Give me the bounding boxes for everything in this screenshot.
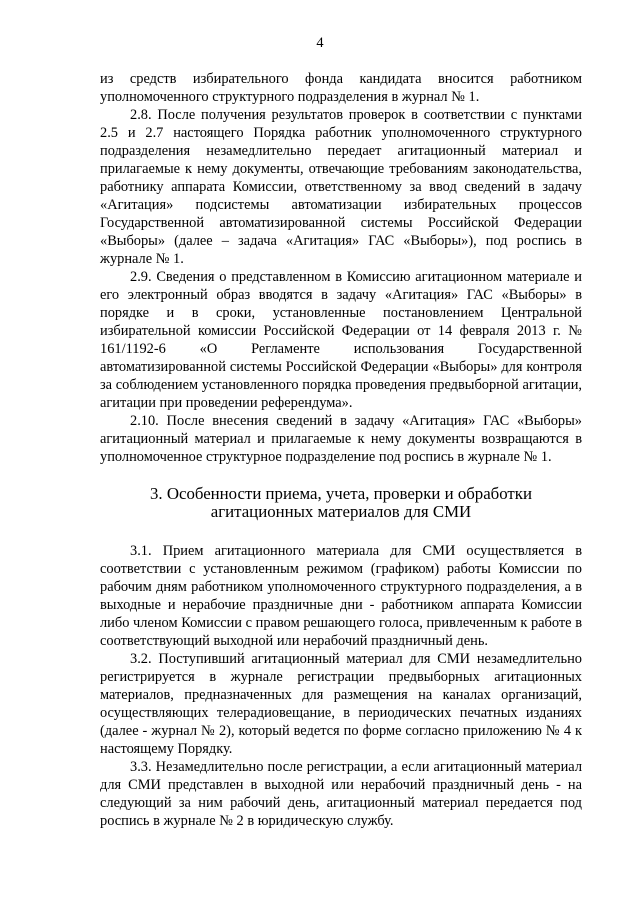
paragraph-2-10: 2.10. После внесения сведений в задачу «Агитация» ГАС «Выборы» агитационный материал и прилагаемые к нему документы возвращаются в уполномоченное структурное подразделение под роспись в журнале № 1. — [100, 413, 582, 465]
paragraph-continuation: из средств избирательного фонда кандидата вносится работником уполномоченного структурного подразделения в журнал № 1. — [100, 71, 582, 105]
paragraph-2-8: 2.8. После получения результатов проверок в соответствии с пунктами 2.5 и 2.7 настоящего Порядка работник уполномоченного структурного подразделения незамедлительно передает агитационный материал и прилагаемые к нему документы, отвечающие требованиям законодательства, работнику аппарата Комиссии, ответственному за ввод сведений в задачу «Агитация» подсистемы автоматизации избирательных процессов Государственной автоматизированной системы Российской Федерации «Выборы» (далее – задача «Агитация» ГАС «Выборы»), под роспись в журнале № 1. — [100, 107, 582, 267]
paragraph-3-1: 3.1. Прием агитационного материала для СМИ осуществляется в соответствии с установленным режимом (графиком) работы Комиссии по рабочим дням работником уполномоченного структурного подразделения, а в выходные и нерабочие праздничные дни - работником аппарата Комиссии либо членом Комиссии с правом решающего голоса, привлеченным к работе в соответствующий выходной или нерабочий праздничный день. — [100, 543, 582, 649]
paragraph-2-9: 2.9. Сведения о представленном в Комиссию агитационном материале и его электронный образ вводятся в задачу «Агитация» ГАС «Выборы» в порядке и в сроки, установленные постановлением Центральной избирательной комиссии Российской Федерации от 14 февраля 2013 г. № 161/1192-6 «О Регламенте использования Государственной автоматизированной системы Российской Федерации «Выборы» для контроля за соблюдением установленного порядка проведения предвыборной агитации, агитации при проведении референдума». — [100, 269, 582, 411]
section-heading-line-2: агитационных материалов для СМИ — [210, 502, 472, 521]
document-body — [100, 70, 582, 830]
paragraph-3-3: 3.3. Незамедлительно после регистрации, а если агитационный материал для СМИ представлен в выходной или нерабочий праздничный день - на следующий за ним рабочий день, агитационный материал передается под роспись в журнале № 2 в юридическую службу. — [100, 759, 582, 829]
section-3-heading — [100, 485, 582, 521]
paragraph-3-2: 3.2. Поступивший агитационный материал для СМИ незамедлительно регистрируется в журнале регистрации предвыборных агитационных материалов, предназначенных для размещения на каналах организаций, осуществляющих телерадиовещание, в периодических печатных изданиях (далее - журнал № 2), который ведется по форме согласно приложению № 4 к настоящему Порядку. — [100, 651, 582, 757]
page-number: 4 — [316, 35, 324, 51]
section-heading-line-1: 3. Особенности приема, учета, проверки и обработки — [150, 484, 532, 503]
